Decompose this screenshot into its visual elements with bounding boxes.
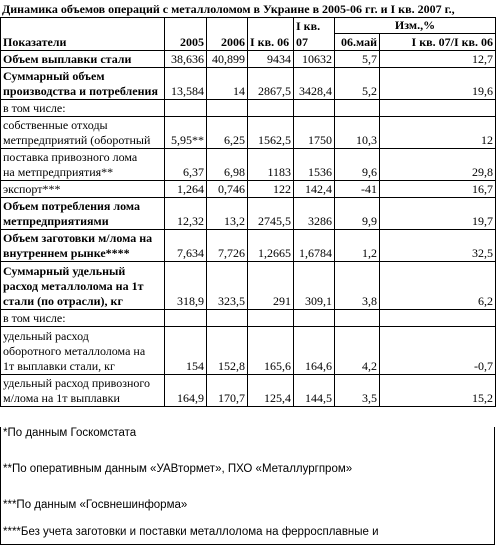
row-label-line: метпредприятий (оборотный: [3, 133, 151, 147]
row-label-line: стали (по отрасли), кг: [3, 294, 123, 308]
row-label-line: на метпредприятия**: [3, 165, 114, 179]
value-2005: 13,584: [165, 68, 207, 100]
header-row-bottom: [1, 34, 496, 51]
table-title: Динамика объемов операций с металлоломом в Украине в 2005-06 гг. и I кв. 2007 г.,: [2, 2, 455, 16]
value-change-q1: [380, 100, 496, 117]
value-2006: 6,25: [207, 117, 248, 149]
value-change-06: 9,6: [335, 149, 380, 181]
value-2006: 170,7: [207, 375, 248, 407]
value-2005: [165, 310, 207, 327]
value-change-06: 3,8: [335, 262, 380, 310]
header-q1-07-bottom: 07: [294, 34, 335, 51]
value-q1-07: [294, 310, 335, 327]
value-2005: 12,32: [165, 198, 207, 230]
footnote-1: *По данным Госкомстата: [3, 427, 137, 439]
row-label-line: внутреннем рынке****: [3, 246, 130, 260]
value-change-06: 4,2: [335, 327, 380, 375]
row-label: [1, 375, 165, 407]
row-label: [1, 327, 165, 375]
row-label: [1, 149, 165, 181]
row-label: [1, 100, 165, 117]
value-q1-06: 125,4: [248, 375, 294, 407]
value-change-q1: 12: [380, 117, 496, 149]
value-q1-06: [248, 310, 294, 327]
row-label-line: м/лома на 1т выплавки: [3, 391, 120, 405]
row-label-line: Объем потребления лома: [3, 199, 141, 213]
value-change-q1: 15,2: [380, 375, 496, 407]
value-q1-06: 165,6: [248, 327, 294, 375]
value-2005: 38,636: [165, 51, 207, 68]
value-2006: 0,746: [207, 181, 248, 198]
value-2006: 152,8: [207, 327, 248, 375]
value-q1-07: 144,5: [294, 375, 335, 407]
value-change-06: 3,5: [335, 375, 380, 407]
value-change-q1: 32,5: [380, 230, 496, 262]
row-label-line: расход металлолома на 1т: [3, 279, 144, 293]
row-label-line: удельный расход привозного: [3, 376, 151, 390]
value-q1-06: 2867,5: [248, 68, 294, 100]
value-q1-06: 291: [248, 262, 294, 310]
row-label-line: экспорт***: [3, 182, 61, 196]
row-label-line: метпредприятиями: [3, 214, 109, 228]
value-q1-07: 3428,4: [294, 68, 335, 100]
table-row: [1, 230, 496, 262]
header-2005: 2005: [165, 34, 207, 51]
value-2006: 13,2: [207, 198, 248, 230]
value-2006: [207, 310, 248, 327]
value-change-06: 5,2: [335, 68, 380, 100]
value-2006: 323,5: [207, 262, 248, 310]
value-q1-07: 142,4: [294, 181, 335, 198]
table-row: [1, 375, 496, 407]
row-label-line: оборотного металлолома на: [3, 344, 146, 358]
value-2005: [165, 100, 207, 117]
header-blank: [1, 18, 165, 34]
row-label: [1, 262, 165, 310]
value-2005: 164,9: [165, 375, 207, 407]
value-2005: 318,9: [165, 262, 207, 310]
table-row: [1, 198, 496, 230]
value-q1-07: 1750: [294, 117, 335, 149]
value-q1-06: 1,2665: [248, 230, 294, 262]
footnote-3: ***По данным «Госвнешинформа»: [3, 499, 188, 511]
value-change-06: -41: [335, 181, 380, 198]
value-q1-07: [294, 100, 335, 117]
value-q1-07: 1536: [294, 149, 335, 181]
row-label-line: в том числе:: [3, 311, 66, 325]
data-table: [0, 17, 496, 407]
header-q1-07-top: I кв.: [294, 18, 335, 34]
value-q1-07: 1,6784: [294, 230, 335, 262]
value-2006: [207, 100, 248, 117]
value-2006: 40,899: [207, 51, 248, 68]
value-2006: 7,726: [207, 230, 248, 262]
value-change-q1: 29,8: [380, 149, 496, 181]
row-label: [1, 310, 165, 327]
value-change-q1: 19,7: [380, 198, 496, 230]
row-label: [1, 230, 165, 262]
header-2006: 2006: [207, 34, 248, 51]
value-change-q1: -0,7: [380, 327, 496, 375]
row-label: [1, 51, 165, 68]
table-row: [1, 68, 496, 100]
value-change-06: 1,2: [335, 230, 380, 262]
table-row: [1, 327, 496, 375]
value-change-q1: 16,7: [380, 181, 496, 198]
value-q1-06: 9434: [248, 51, 294, 68]
table-row: [1, 51, 496, 68]
row-label-line: Объем заготовки м/лома на: [3, 231, 153, 245]
value-change-q1: [380, 310, 496, 327]
value-q1-06: 2745,5: [248, 198, 294, 230]
row-label-line: Суммарный объем: [3, 69, 105, 83]
table-row: [1, 117, 496, 149]
header-change: Изм.,%: [335, 18, 496, 34]
value-2005: 7,634: [165, 230, 207, 262]
table-row: [1, 181, 496, 198]
value-q1-07: 3286: [294, 198, 335, 230]
row-label: [1, 68, 165, 100]
row-label-line: производства и потребления: [3, 84, 158, 98]
value-q1-07: 309,1: [294, 262, 335, 310]
row-label-line: Суммарный удельный: [3, 264, 126, 278]
row-label: [1, 198, 165, 230]
row-label-line: удельный расход: [3, 329, 89, 343]
value-q1-06: [248, 100, 294, 117]
value-q1-06: 1562,5: [248, 117, 294, 149]
row-label-line: в том числе:: [3, 101, 66, 115]
row-label: [1, 181, 165, 198]
value-change-06: [335, 310, 380, 327]
header-change-b: I кв. 07/I кв. 06: [380, 34, 496, 51]
table-row: [1, 149, 496, 181]
value-change-q1: 12,7: [380, 51, 496, 68]
table-row: [1, 310, 496, 327]
value-2006: 6,98: [207, 149, 248, 181]
value-2005: 1,264: [165, 181, 207, 198]
notes-right-border: [494, 427, 495, 545]
value-2005: 154: [165, 327, 207, 375]
footnote-4: ****Без учета заготовки и поставки металлолома на ферросплавные и: [3, 526, 379, 538]
header-row-top: [1, 18, 496, 34]
row-label: [1, 117, 165, 149]
value-q1-07: 164,6: [294, 327, 335, 375]
value-change-06: [335, 100, 380, 117]
value-2006: 14: [207, 68, 248, 100]
value-change-06: 10,3: [335, 117, 380, 149]
table-row: [1, 262, 496, 310]
row-label-line: Объем выплавки стали: [3, 52, 132, 66]
value-q1-06: 1183: [248, 149, 294, 181]
header-indicator: Показатели: [1, 34, 165, 51]
footnote-2: **По оперативным данным «УАВтормет», ПХО «Металлургпром»: [3, 463, 353, 475]
notes-left-border: [0, 427, 1, 545]
value-q1-06: 122: [248, 181, 294, 198]
table-row: [1, 100, 496, 117]
value-q1-07: 10632: [294, 51, 335, 68]
row-label-line: поставка привозного лома: [3, 150, 138, 164]
header-change-a: 06.май: [335, 34, 380, 51]
value-change-06: 5,7: [335, 51, 380, 68]
value-change-q1: 19,6: [380, 68, 496, 100]
value-change-06: 9,9: [335, 198, 380, 230]
row-label-line: собственные отходы: [3, 118, 108, 132]
row-label-line: 1т выплавки стали, кг: [3, 359, 115, 373]
value-2005: 6,37: [165, 149, 207, 181]
header-q1-06: I кв. 06: [248, 34, 294, 51]
value-2005: 5,95**: [165, 117, 207, 149]
value-change-q1: 6,2: [380, 262, 496, 310]
